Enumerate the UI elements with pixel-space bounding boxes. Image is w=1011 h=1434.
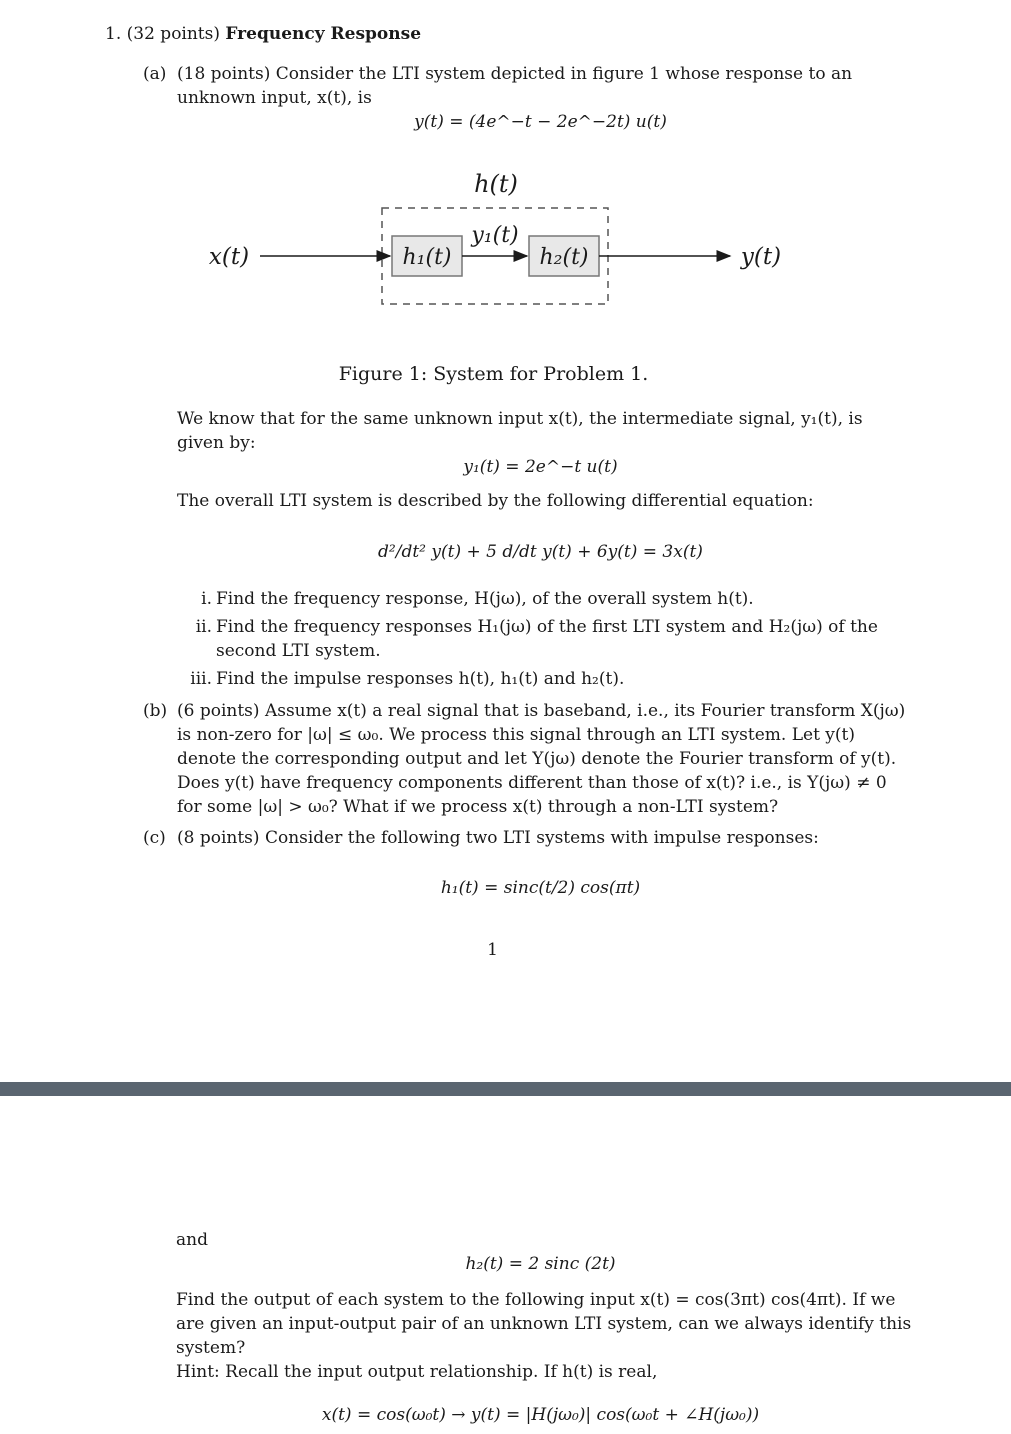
equation-hint: x(t) = cos(ω₀t) → y(t) = |H(jω₀)| cos(ω₀t + ∠H(jω₀)) — [321, 1405, 760, 1425]
page-number: 1 — [487, 940, 498, 960]
problem-number: 1. — [105, 24, 122, 44]
item-iii-number: iii. — [190, 669, 212, 689]
equation-differential: d²/dt² y(t) + 5 d/dt y(t) + 6y(t) = 3x(t) — [378, 542, 703, 562]
part-c-intro: (8 points) Consider the following two LTI systems with impulse responses: — [177, 828, 819, 848]
problem-title: Frequency Response — [225, 24, 422, 44]
problem-heading — [105, 22, 421, 46]
figure-caption: Figure 1: System for Problem 1. — [338, 363, 649, 385]
problem-points: (32 points) — [126, 24, 220, 44]
equation-h2: h₂(t) = 2 sinc (2t) — [465, 1254, 616, 1274]
item-i-number: i. — [201, 589, 212, 609]
part-a-intro: (18 points) Consider the LTI system depicted in figure 1 whose response to an unknown input, x(t), is — [177, 64, 853, 108]
equation-h1: h₁(t) = sinc(t/2) cos(πt) — [440, 878, 641, 898]
item-ii-text: Find the frequency responses H₁(jω) of the first LTI system and H₂(jω) of the second LTI system. — [216, 617, 878, 661]
overall-system-label: h(t) — [474, 170, 518, 198]
item-iii-text: Find the impulse responses h(t), h₁(t) and h₂(t). — [216, 669, 625, 689]
equation-y: y(t) = (4e^−t − 2e^−2t) u(t) — [414, 112, 667, 132]
intermediate-signal-label: y₁(t) — [471, 223, 519, 248]
page-divider — [0, 1082, 1011, 1096]
part-c-label: (c) — [143, 828, 166, 848]
part-c-paragraph: Find the output of each system to the following input x(t) = cos(3πt) cos(4πt). If we are given an input-output pair of an unknown LTI system, can we always identify this system? — [176, 1290, 912, 1358]
h2-block-label: h₂(t) — [539, 245, 589, 270]
input-signal-label: x(t) — [208, 244, 250, 270]
part-a-paragraph-3: The overall LTI system is described by the following differential equation: — [177, 491, 814, 511]
part-b-label: (b) — [143, 701, 168, 721]
and-text: and — [176, 1230, 208, 1250]
part-c-hint: Hint: Recall the input output relationship. If h(t) is real, — [176, 1362, 658, 1382]
h1-block-label: h₁(t) — [402, 245, 452, 270]
output-signal-label: y(t) — [740, 244, 782, 270]
system-block-diagram — [0, 160, 1011, 320]
equation-y1: y₁(t) = 2e^−t u(t) — [463, 457, 618, 477]
item-i-text: Find the frequency response, H(jω), of the overall system h(t). — [216, 589, 754, 609]
part-a-label: (a) — [143, 64, 167, 84]
item-ii-number: ii. — [195, 617, 212, 637]
part-b-text: (6 points) Assume x(t) a real signal that is baseband, i.e., its Fourier transform X(jω) is non-zero for |ω| ≤ ω₀. We process this signal through an LTI system. Let y(t) denote the corresponding output and let Y(jω) denote the Fourier transform of y(t). Does y(t) have frequency components different than those of x(t)? i.e., is Y(jω) ≠ 0 for some |ω| > ω₀? What if we process x(t) through a non-LTI system? — [177, 701, 906, 817]
part-a-paragraph-2: We know that for the same unknown input x(t), the intermediate signal, y₁(t), is given by: — [177, 409, 863, 453]
